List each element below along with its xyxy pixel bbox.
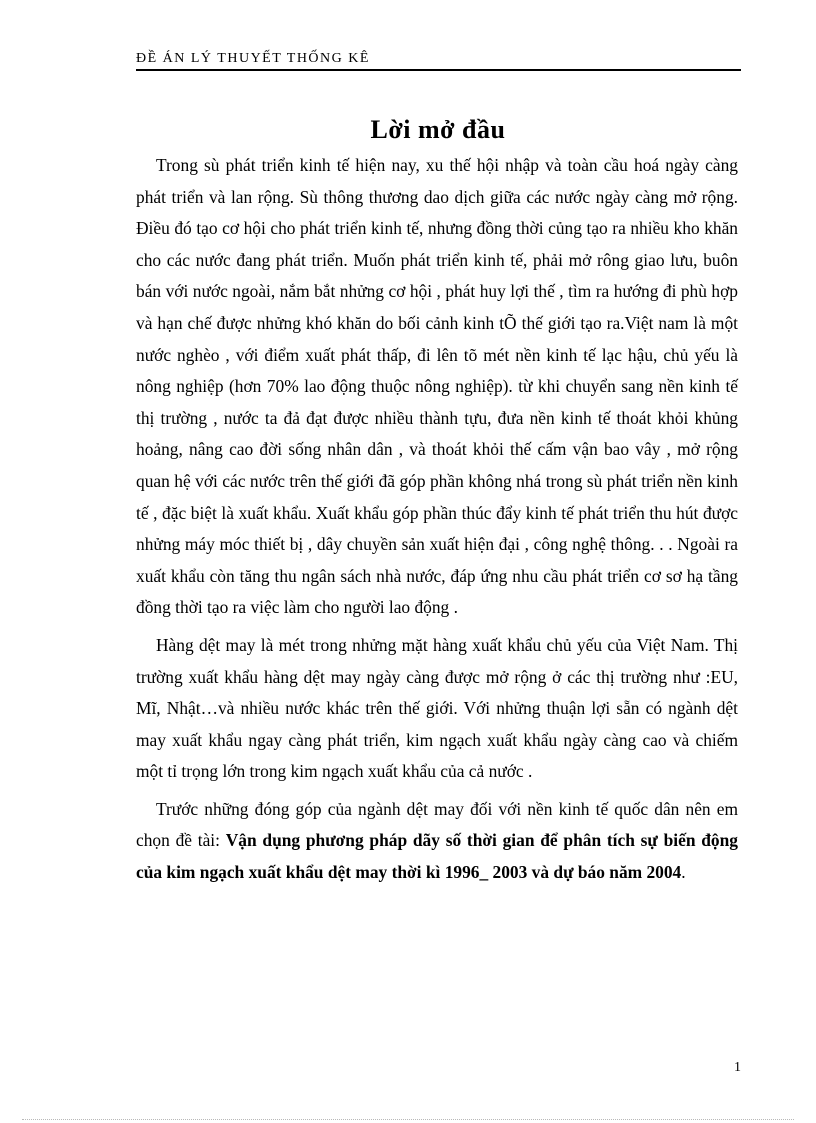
topic-end-text: .	[681, 862, 686, 883]
document-body	[136, 150, 738, 889]
paragraph-textile-exports: Hàng dệt may là mét trong nhửng mặt hàng xuất khẩu chủ yếu của Việt Nam. Thị trường xuất khẩu hàng dệt may ngày càng được mở rộng ở các thị trường như :EU, Mĩ, Nhật…và nhiều nước khác trên thế giới. Với nhửng thuận lợi sẵn có ngành dệt may xuất khẩu ngay càng phát triển, kim ngạch xuất khẩu ngày càng cao và chiếm một tỉ trọng lớn trong kim ngạch xuất khẩu của cả nước .	[136, 634, 738, 782]
paragraph-topic	[136, 794, 738, 889]
document-header-text: ĐỀ ÁN LÝ THUYẾT THỐNG KÊ	[136, 51, 370, 66]
header-divider	[136, 69, 741, 71]
paragraph-introduction: Trong sù phát triển kinh tế hiện nay, xu thế hội nhập và toàn cầu hoá ngày càng phát triển và lan rộng. Sù thông thương dao dịch giữa các nước ngày càng mở rộng. Điều đó tạo cơ hội cho phát triển kinh tế, nhưng đồng thời củng tạo ra nhiều kho khăn cho các nước đang phát triển. Muốn phát triển kinh tế, phải mở rông giao lưu, buôn bán với nước ngoài, nắm bắt nhửng cơ hội , phát huy lợi thế , tìm ra hướng đi phù hợp và hạn chế được nhửng khó khăn do bối cảnh kinh tÕ thế giới tạo ra.Việt nam là một nước nghèo , với điểm xuất phát thấp, đi lên tõ mét nền kinh tế lạc hậu, chủ yếu là nông nghiệp (hơn 70% lao động thuộc nông nghiệp). từ khi chuyển sang nền kinh tế thị trường , nước ta đả đạt được nhiều thành tựu, đưa nền kinh tế thoát khỏi khủng hoảng, nâng cao đời sống nhân dân , và thoát khỏi thế cấm vận bao vây , mở rộng quan hệ với các nước trên thế giới đã góp phần không nhá trong sù phát triển nền kinh tế , đặc biệt là xuất khẩu. Xuất khẩu góp phần thúc đẩy kinh tế phát triển thu hút được nhửng máy móc thiết bị , dây chuyền sản xuất hiện đại , công nghệ thông. . . Ngoài ra xuất khẩu còn tăng thu ngân sách nhà nước, đáp ứng nhu cầu phát triển cơ sơ hạ tầng đồng thời tạo ra việc làm cho người lao động .	[136, 155, 738, 618]
topic-title: Vận dụng phương pháp dãy số thời gian để phân tích sự biến động của kim ngạch xuất khẩu dệt may thời kì 1996_ 2003 và dự báo năm 2004	[136, 830, 738, 883]
page-bottom-divider	[22, 1119, 794, 1120]
topic-lead-text: Trước những đóng góp của ngành dệt may đối với nền kinh tế quốc dân nên em chọn đề tài:	[136, 798, 738, 851]
document-header	[136, 50, 740, 68]
page-number: 1	[734, 1060, 741, 1075]
page-title: Lời mở đầu	[370, 115, 506, 145]
